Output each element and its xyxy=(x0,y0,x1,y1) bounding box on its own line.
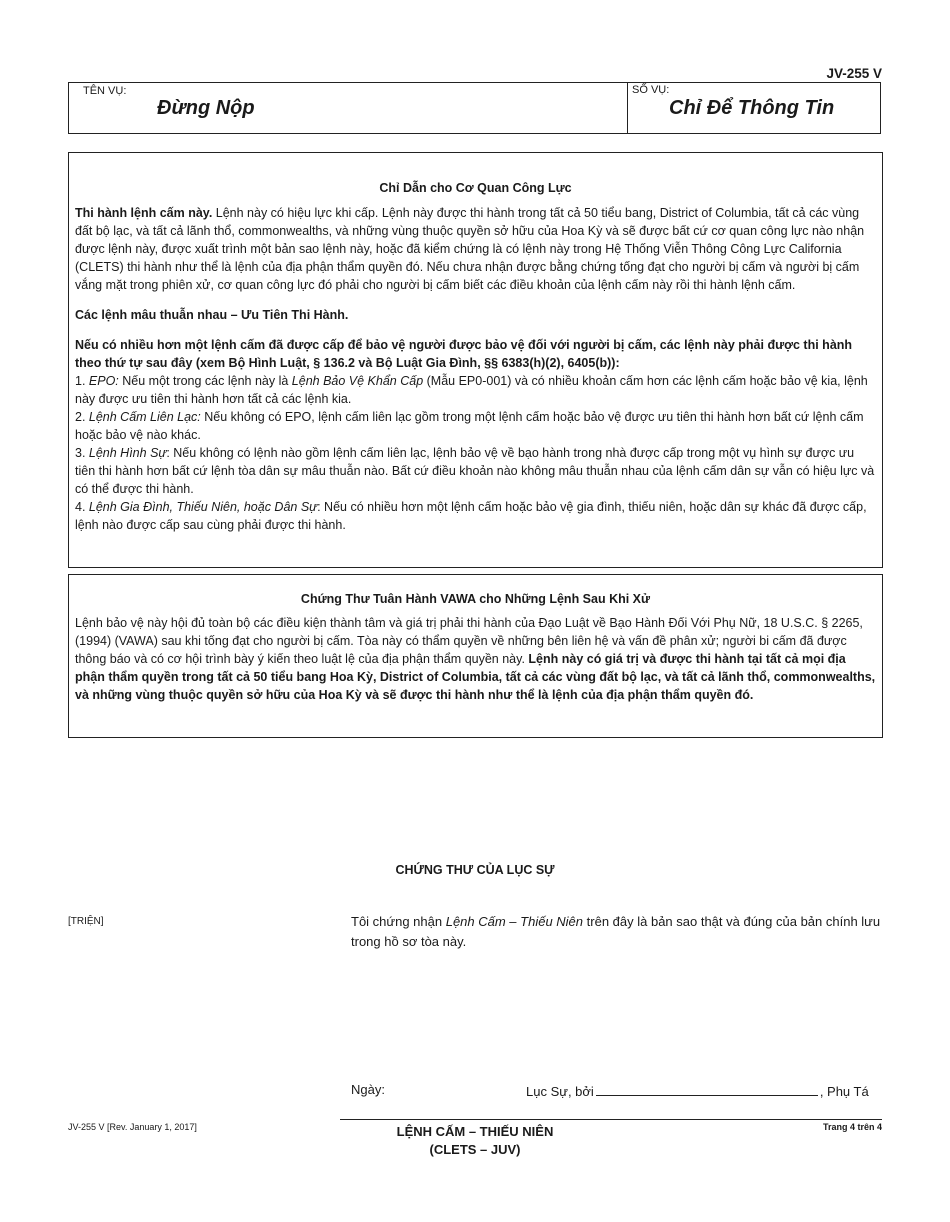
seal-placeholder: [TRIỆN] xyxy=(68,916,104,927)
footer-title-line-2: (CLETS – JUV) xyxy=(429,1142,521,1157)
vawa-certificate-box xyxy=(68,574,883,738)
enforce-text: Lệnh này có hiệu lực khi cấp. Lệnh này được thi hành trong tất cả 50 tiểu bang, District of Columbia, tất cả các vùng đất bộ lạc, và tất cả lãnh thổ, commonwealths, và những vùng thuộc quyền sở hữu của Hoa Kỳ và sẽ được bất cứ cơ quan công lực nào nhận được lệnh này, được xuất trình một bản sao lệnh này, hoặc đã kiểm chứng là có lệnh này trong Hệ Thống Viễn Thông Công Lực California (CLETS) thi hành như thể là lệnh của địa phận thẩm quyền đó. Nếu chưa nhận được bằng chứng tống đạt cho người bị cấm và người bị cấm vắng mặt trong phiên xử, cơ quan công lực đó phải cho người bị cấm biết các điều khoản của lệnh cấm này rồi thi hành lệnh cấm. xyxy=(75,206,865,292)
enforce-paragraph xyxy=(75,204,877,294)
priority-item-2 xyxy=(75,408,877,444)
footer-rule xyxy=(340,1119,882,1120)
form-number: JV-255 V xyxy=(826,66,882,81)
conflict-heading-paragraph xyxy=(75,306,877,324)
vawa-text: Lệnh bảo vệ này hội đủ toàn bộ các điều kiện thành tâm và giá trị phải thi hành của Đạo Luật về Bạo Hành Đối Với Phụ Nữ, 18 U.S.C. § 2265, (1994) (VAWA) sau khi tống đạt cho người bị cấm. Tòa này có thẩm quyền về những bên liên hệ và vấn đề phân xử; người bi cấm đã được thông báo và có cơ hội trình bày ý kiến theo luật lệ của địa phận thẩm quyền này. xyxy=(75,616,863,666)
item-number: 4. xyxy=(75,500,89,514)
item-1-heading: EPO: xyxy=(88,374,119,388)
enforce-heading: Thi hành lệnh cấm này. xyxy=(75,206,213,220)
case-header-box xyxy=(68,82,881,134)
clerk-signature-line-group xyxy=(526,1082,869,1099)
clerk-certification-text xyxy=(351,912,883,952)
vawa-body xyxy=(75,614,877,704)
case-name-value: Đừng Nộp xyxy=(157,97,255,119)
item-3-heading: Lệnh Hình Sự xyxy=(88,446,167,460)
item-3-text: : Nếu không có lệnh nào gồm lệnh cấm liên lạc, lệnh bảo vệ về bạo hành trong nhà được cấp trong một vụ hình sự được ưu tiên thi hành hơn bất cứ lệnh tòa dân sự mâu thuẫn nào. Bất cứ điều khoản nào không mâu thuẫn nhau của lệnh cấm dân sự vẫn có hiệu lực và có thể được thi hành. xyxy=(75,446,875,496)
item-4-heading: Lệnh Gia Đình, Thiếu Niên, hoặc Dân Sự xyxy=(88,500,318,514)
priority-text: Nếu có nhiều hơn một lệnh cấm đã được cấp để bảo vệ người được bảo vệ đối với người bị cấm, các lệnh này phải được thi hành theo thứ tự sau đây (xem Bộ Hình Luật, § 136.2 và Bộ Luật Gia Đình, §§ 6383(h)(2), 6405(b)): xyxy=(75,338,853,370)
item-number: 1. xyxy=(75,374,89,388)
cert-text-b: trên đây là bản sao thật và đúng của bản chính lưu trong hồ sơ tòa này. xyxy=(351,914,881,949)
vawa-bold-text: Lệnh này có giá trị và được thi hành tại tất cả mọi địa phận thẩm quyền trong tất cả 50 tiểu bang Hoa Kỳ, District of Columbia, tất cả các vùng đất bộ lạc, và tất cả lãnh thổ, commonwealths, và những vùng thuộc quyền sở hữu của Hoa Kỳ và sẽ được thi hành như thể là lệnh của địa phận thẩm quyền đó. xyxy=(75,652,876,702)
clerk-certificate-title: CHỨNG THƯ CỦA LỤC SỰ xyxy=(395,863,555,877)
header-divider xyxy=(627,83,628,133)
page-number: Trang 4 trên 4 xyxy=(822,1122,882,1132)
priority-item-1 xyxy=(75,372,877,408)
item-number: 3. xyxy=(75,446,89,460)
cert-text-a: Tôi chứng nhận xyxy=(351,914,446,929)
cert-form-name: Lệnh Cấm – Thiếu Niên xyxy=(445,914,584,929)
priority-item-3 xyxy=(75,444,877,498)
item-2-text: Nếu không có EPO, lệnh cấm liên lạc gồm trong một lệnh cấm hoặc bảo vệ được ưu tiên thi hành hơn bất cứ lệnh cấm hoặc bảo vệ nào khác. xyxy=(75,410,864,442)
clerk-by-label: Lục Sự, bởi xyxy=(526,1084,594,1099)
case-number-label: SỐ VỤ: xyxy=(632,84,670,96)
item-1-text-a: Nếu một trong các lệnh này là xyxy=(118,374,292,388)
item-4-text: : Nếu có nhiều hơn một lệnh cấm hoặc bảo vệ gia đình, thiếu niên, hoặc dân sự khác đã được cấp, lệnh nào được cấp sau cùng phải được thi hành. xyxy=(75,500,867,532)
date-label: Ngày: xyxy=(351,1082,385,1097)
item-1-emergency-order: Lệnh Bảo Vệ Khẩn Cấp xyxy=(291,374,424,388)
item-2-heading: Lệnh Cấm Liên Lạc: xyxy=(88,410,201,424)
item-number: 2. xyxy=(75,410,89,424)
revision-date: JV-255 V [Rev. January 1, 2017] xyxy=(68,1122,197,1132)
priority-item-4 xyxy=(75,498,877,534)
deputy-label: , Phụ Tá xyxy=(819,1084,869,1099)
instructions-title: Chỉ Dẫn cho Cơ Quan Công Lực xyxy=(379,181,572,195)
instructions-body xyxy=(75,204,877,534)
case-number-value: Chỉ Để Thông Tin xyxy=(669,97,835,119)
vawa-title: Chứng Thư Tuân Hành VAWA cho Những Lệnh Sau Khi Xử xyxy=(300,592,651,606)
law-enforcement-instructions-box xyxy=(68,152,883,568)
footer-title xyxy=(0,1123,950,1159)
case-name-label: TÊN VỤ: xyxy=(83,85,127,97)
clerk-signature-field[interactable] xyxy=(596,1082,818,1096)
footer-title-line-1: LỆNH CẤM – THIẾU NIÊN xyxy=(396,1124,554,1139)
conflict-heading: Các lệnh mâu thuẫn nhau – Ưu Tiên Thi Hành. xyxy=(75,308,349,322)
item-1-text-b: (Mẫu EP0-001) và có nhiều khoản cấm hơn các lệnh cấm hoặc bảo vệ kia, lệnh này được ưu tiên thi hành hơn tất cả các lệnh kia. xyxy=(75,374,868,406)
priority-paragraph xyxy=(75,336,877,372)
